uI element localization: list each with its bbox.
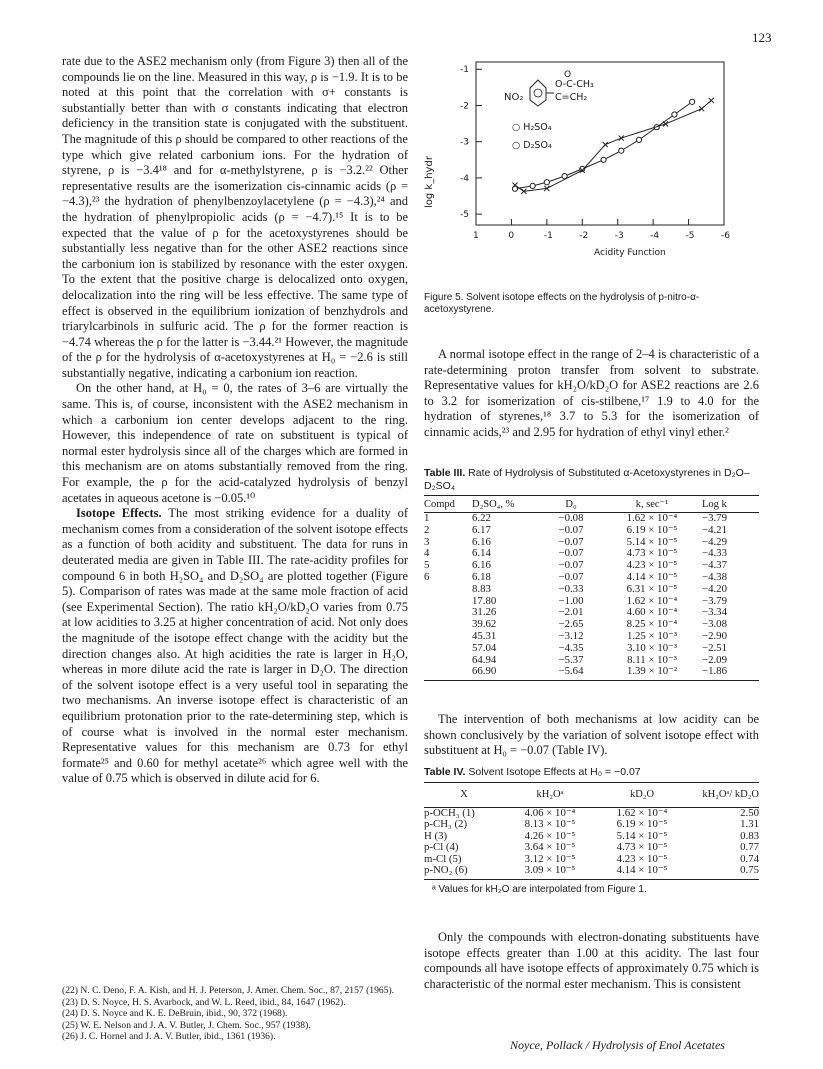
t3-cell [424, 666, 472, 680]
reference-22: (22) N. C. Deno, F. A. Kish, and H. J. Peterson, J. Amer. Chem. Soc., 87, 2157 (1965). [62, 985, 395, 996]
table-3-title [424, 467, 759, 492]
section-heading-isotope-effects: Isotope Effects. [76, 506, 162, 521]
t3-cell [424, 584, 472, 596]
t4-cell: m-Cl (5) [424, 852, 462, 865]
t3-cell: 6.16 [472, 535, 491, 548]
t3-cell: 4.14 × 10⁻⁵ [626, 570, 678, 583]
t3-cell: −0.07 [558, 535, 584, 548]
structure-vinyl-label: C=CH₂ [555, 92, 588, 103]
running-footer: Noyce, Pollack / Hydrolysis of Enol Acetates [510, 1038, 725, 1052]
t3-cell: −2.01 [558, 606, 584, 619]
t4-row [424, 831, 759, 843]
t4-row [424, 854, 759, 866]
table-3 [424, 467, 759, 681]
right-column [424, 347, 759, 441]
data-point-d2so4 [699, 106, 704, 111]
t3-header-d0: D₀ [540, 496, 602, 513]
t3-row [424, 525, 759, 537]
t3-cell: 6.31 × 10⁻⁵ [626, 582, 678, 595]
t4-cell: 3.09 × 10⁻⁵ [504, 865, 596, 879]
data-point-d2so4 [709, 98, 714, 103]
t3-cell: 4 [424, 547, 430, 560]
x-tick-label: -1 [543, 231, 553, 241]
table-3-label: Table III. [424, 467, 466, 479]
left-column [62, 54, 408, 787]
t3-row [424, 631, 759, 643]
t3-cell: 6.14 [472, 547, 491, 560]
table-4-title [424, 766, 759, 779]
t3-cell: −3.79 [702, 512, 727, 524]
table-4-footnote: ᵃ Values for kH₂O are interpolated from Figure 1. [432, 884, 647, 896]
t3-cell: 1.62 × 10⁻⁴ [626, 594, 678, 607]
t3-header-k: k, sec⁻¹ [602, 496, 702, 513]
y-tick-label: -3 [460, 137, 469, 148]
t3-cell: −0.07 [558, 523, 584, 536]
t3-cell: 6.18 [472, 570, 491, 583]
t3-cell: −3.12 [558, 629, 584, 642]
x-axis-label: Acidity Function [594, 248, 666, 258]
t3-cell: −2.09 [702, 653, 727, 666]
t3-cell: −2.65 [558, 618, 584, 631]
data-point-d2so4 [619, 135, 624, 140]
t4-cell: 5.14 × 10⁻⁵ [616, 829, 668, 842]
structure-ester-label: O-C-CH₃ [555, 79, 594, 90]
table-4-caption: Solvent Isotope Effects at H₀ = −0.07 [465, 766, 641, 778]
t3-cell: 39.62 [472, 618, 497, 631]
t3-cell: 6.22 [472, 512, 491, 524]
t3-row [424, 666, 759, 680]
y-tick-label: -2 [460, 101, 469, 112]
data-point-d2so4 [603, 142, 608, 147]
t3-cell: 57.04 [472, 641, 497, 654]
x-tick-label: -4 [650, 231, 660, 241]
t3-cell: 4.73 × 10⁻⁵ [626, 547, 678, 560]
data-point-h2so4 [636, 137, 641, 142]
t4-cell: 6.19 × 10⁻⁵ [616, 818, 668, 831]
t4-cell: 0.77 [740, 841, 759, 854]
table-4-grid [424, 782, 759, 881]
table-4-label: Table IV. [424, 766, 466, 778]
t3-cell: −3.08 [702, 618, 727, 631]
t3-cell: 6.19 × 10⁻⁵ [626, 523, 678, 536]
t3-cell [424, 607, 472, 619]
y-axis-label: log k_hydr [424, 156, 435, 208]
t3-cell: −0.33 [558, 582, 584, 595]
reference-26: (26) J. C. Hornel and J. A. V. Butler, ibid., 1361 (1936). [62, 1031, 276, 1043]
x-tick-label: -6 [721, 231, 730, 241]
paragraph-electron-donating: Only the compounds with electron-donating substituents have isotope effects greater than 1.00 at this acidity. The last four compounds all have isotope effects of approximately 0.75 which is characteristic of the normal ester mechanism. This is consistent [424, 930, 759, 991]
t4-cell: 0.75 [688, 865, 759, 879]
structure-no2-label: NO₂ [504, 92, 524, 103]
t3-cell [424, 619, 472, 631]
table-4 [424, 766, 759, 895]
paragraph-intervention: The intervention of both mechanisms at low acidity can be shown conclusively by the variation of solvent isotope effect with substituent at H₀ = −0.07 (Table IV). [424, 712, 759, 758]
t3-cell: −3.79 [702, 594, 727, 607]
t3-cell: −4.37 [702, 559, 727, 572]
reference-25: (25) W. E. Nelson and J. A. V. Butler, J. Chem. Soc., 957 (1938). [62, 1019, 311, 1031]
t3-cell: 1.62 × 10⁻⁴ [626, 512, 678, 524]
x-tick-label: 1 [473, 231, 479, 241]
t3-cell: −4.38 [702, 570, 727, 583]
y-tick-label: -1 [460, 65, 469, 76]
t3-cell: 5.14 × 10⁻⁵ [626, 535, 678, 548]
t3-cell: −2.90 [702, 629, 727, 642]
t4-header-kh2o: kH₂Oᵃ [504, 782, 596, 807]
t3-cell: 6 [424, 570, 430, 583]
paragraph-isotope-effects-text: The most striking evidence for a duality of mechanism comes from a consideration of the solvent isotope effects as a function of both acidity and substituent. The data for runs in deuterated media are given in Table III. The rate-acidity profiles for compound 6 in both H₂SO₄ and D₂SO₄ are plotted together (Figure 5). Comparison of rates was made at the same mole fraction of acid (see Experimental Section). The ratio kH₂O/kD₂O varies from 0.75 at low acidities to 3.25 at higher concentration of acid. Not only does the magnitude of the isotope effect change with the acidity but the direction changes also. At high acidities the rate is larger in H₂O, whereas in more dilute acid the rate is larger in D₂O. The direction of the solvent isotope effect is a very useful tool in separating the two mechanisms. An inverse isotope effect is characteristic of an equilibrium protonation prior to the rate-determining step, which is of course what is involved in the normal ester mechanism. Representative values for this mechanism are 0.73 for ethyl formate²⁵ and 0.60 for methyl acetate²⁶ which agree well with the value of 0.75 which is observed in dilute acid for 6. [62, 506, 408, 786]
paragraph-h0-zero: On the other hand, at H₀ = 0, the rates of 3–6 are virtually the same. This is, of course, inconsistent with the ASE2 mechanism in which a carbonium ion center develops adjacent to the ring. However, this independence of rate on substituent is typical of normal ester hydrolysis since all of the charges which are formed in this mechanism are on atoms substantially removed from the ring. For example, the ρ for the acid-catalyzed hydrolysis of benzyl acetates in aqueous acetone is −0.05.¹⁰ [62, 381, 408, 505]
t3-header-logk: Log k [702, 496, 759, 513]
x-tick-label: -5 [685, 231, 695, 241]
page-number: 123 [752, 30, 772, 45]
t3-cell: 4.23 × 10⁻⁵ [626, 559, 678, 572]
t4-header-kd2o: kD₂O [596, 782, 688, 807]
t3-row [424, 643, 759, 655]
t3-cell: 8.83 [472, 582, 491, 595]
t3-row [424, 513, 759, 525]
data-point-h2so4 [619, 148, 624, 153]
t3-cell: 6.17 [472, 523, 491, 536]
references [62, 985, 408, 1043]
t4-cell: p-OCH₃ (1) [424, 806, 475, 819]
t3-header-d2so4: D₂SO₄, % [472, 496, 540, 513]
t3-cell: 3.10 × 10⁻³ [626, 641, 678, 654]
figure-5-chart [424, 40, 759, 290]
t3-cell: −4.29 [702, 535, 727, 548]
t3-cell [424, 631, 472, 643]
structure-inset [504, 70, 594, 106]
aromatic-circle-icon [534, 89, 542, 97]
paragraph-rho: rate due to the ASE2 mechanism only (from Figure 3) then all of the compounds lie on the line. Measured in this way, ρ is −1.9. It is to be noted at this point that the correlation with σ+ constants is substantially better than with σ constants indicating that electron deficiency in the transition state is conjugated with the substituent. The magnitude of this ρ should be compared to other reactions of the type which give related carbonium ions. For the hydration of styrene, ρ is −3.4¹⁸ and for α-methylstyrene, ρ is −3.2.²² Other representative results are the isomerization cis-cinnamic acids (ρ = −4.3),²³ the hydration of phenylbenzoylacetylene (ρ = −4.3),²⁴ and the hydration of phenylpropiolic acids (ρ = −4.7).¹⁵ It is to be expected that the value of ρ for the acetoxystyrenes should be substantially less negative than for the other ASE2 reactions since the carbonium ion is stabilized by resonance with the ester oxygen. To the extent that the positive charge is delocalized onto oxygen, delocalization into the ring will be less effective. The same type of effect is observed in the equilibrium ionization of benzhydrols and triarylcarbinols in sulfuric acid. The ρ for the former reaction is −4.74 whereas the ρ for the latter is −3.44.²¹ However, the magnitude of the ρ for the hydrolysis of α-acetoxystyrenes at H₀ = −2.6 is still substantially negative, indicating a carbonium ion reaction. [62, 54, 408, 380]
data-point-h2so4 [690, 99, 695, 104]
t3-cell: −4.33 [702, 547, 727, 560]
t4-header-ratio: kH₂Oᵃ/ kD₂O [688, 782, 759, 807]
paragraph-normal-isotope: A normal isotope effect in the range of 2–4 is characteristic of a rate-determining proton transfer from solvent to substrate. Representative values for kH₂O/kD₂O for ASE2 reactions are 2.6 to 3.2 for isomerization of cis-stilbene,¹⁷ 1.9 to 4.0 for the hydration of styrenes,¹⁸ 3.7 to 5.3 for the isomerization of cinnamic acids,²³ and 2.95 for hydration of ethyl vinyl ether.² [424, 347, 759, 439]
t4-cell: 0.74 [740, 852, 759, 865]
t3-cell: 8.11 × 10⁻³ [627, 653, 677, 666]
t3-cell: 5 [424, 559, 430, 572]
t3-cell: −4.21 [702, 523, 727, 536]
t3-cell: 66.90 [472, 666, 540, 680]
t3-cell [424, 596, 472, 608]
t3-cell: −4.20 [702, 582, 727, 595]
right-column-mid [424, 712, 759, 759]
t3-cell: −1.00 [558, 594, 584, 607]
t4-row [424, 865, 759, 879]
t3-cell: 3 [424, 535, 430, 548]
t3-cell [424, 643, 472, 655]
t4-cell: 4.26 × 10⁻⁵ [524, 829, 576, 842]
t4-header-x: X [424, 782, 504, 807]
x-tick-label: -2 [579, 231, 589, 241]
t3-cell: 1.25 × 10⁻³ [626, 629, 678, 642]
t3-cell: 1 [424, 512, 430, 524]
structure-carbonyl-o: O [564, 70, 572, 80]
t3-row [424, 572, 759, 584]
table-3-caption: Rate of Hydrolysis of Substituted α-Acetoxystyrenes in D₂O–D₂SO₄ [424, 467, 750, 492]
t3-cell: 64.94 [472, 653, 497, 666]
legend-h2so4: ○ H₂SO₄ [512, 122, 552, 133]
t3-cell: 8.25 × 10⁻⁴ [626, 618, 678, 631]
benzene-ring-icon [530, 80, 546, 106]
t3-cell: −1.86 [702, 666, 759, 680]
t3-cell: −2.51 [702, 641, 727, 654]
y-tick-label: -4 [460, 173, 469, 184]
t3-cell: 4.60 × 10⁻⁴ [626, 606, 678, 619]
t3-cell: 1.39 × 10⁻² [602, 666, 702, 680]
t3-cell: −3.34 [702, 606, 727, 619]
x-tick-label: -3 [614, 231, 624, 241]
t3-row [424, 584, 759, 596]
t4-cell: 8.13 × 10⁻⁵ [524, 818, 576, 831]
t4-cell: 4.14 × 10⁻⁵ [596, 865, 688, 879]
t4-cell: 4.23 × 10⁻⁵ [616, 852, 668, 865]
t4-cell: p-NO₂ (6) [424, 865, 504, 879]
t4-cell: 1.31 [740, 818, 759, 831]
t3-header-compd: Compd [424, 496, 472, 513]
t3-cell: 2 [424, 523, 430, 536]
legend-d2so4: ○ D₂SO₄ [512, 140, 552, 151]
data-point-h2so4 [601, 157, 606, 162]
t4-cell: 1.62 × 10⁻⁴ [616, 806, 668, 819]
t3-cell [424, 655, 472, 667]
paragraph-isotope-effects [62, 506, 408, 787]
t3-cell: 6.16 [472, 559, 491, 572]
t4-cell: 2.50 [740, 806, 759, 819]
y-tick-label: -5 [460, 210, 469, 221]
t4-cell: 3.12 × 10⁻⁵ [524, 852, 576, 865]
reference-23: (23) D. S. Noyce, H. S. Avarbock, and W. L. Reed, ibid., 84, 1647 (1962). [62, 996, 346, 1008]
t4-cell: p-Cl (4) [424, 841, 459, 854]
t3-cell: −0.07 [558, 547, 584, 560]
t3-cell: −0.08 [558, 512, 584, 524]
chart-axes [460, 62, 730, 241]
t3-cell: −5.64 [540, 666, 602, 680]
t3-cell: −0.07 [558, 559, 584, 572]
t3-cell: −4.35 [558, 641, 584, 654]
t4-cell: p-CH₃ (2) [424, 818, 468, 831]
t4-cell: 3.64 × 10⁻⁵ [524, 841, 576, 854]
x-tick-label: 0 [508, 231, 515, 241]
data-point-d2so4 [663, 121, 668, 126]
figure-caption: Figure 5. Solvent isotope effects on the hydrolysis of p-nitro-α-acetoxystyrene. [424, 292, 700, 316]
table-3-grid [424, 495, 759, 681]
t3-cell: −0.07 [558, 570, 584, 583]
data-point-h2so4 [672, 112, 677, 117]
t4-cell: 4.73 × 10⁻⁵ [616, 841, 668, 854]
right-column-bottom [424, 930, 759, 992]
t4-row [424, 819, 759, 831]
t3-cell: −5.37 [558, 653, 584, 666]
t4-cell: H (3) [424, 829, 448, 842]
t3-cell: 45.31 [472, 629, 497, 642]
t3-cell: 31.26 [472, 606, 497, 619]
data-point-h2so4 [544, 180, 549, 185]
t4-cell: 4.06 × 10⁻⁴ [524, 806, 576, 819]
t4-row [424, 807, 759, 819]
reference-24: (24) D. S. Noyce and K. E. DeBruin, ibid., 90, 372 (1968). [62, 1008, 288, 1020]
t3-cell: 17.80 [472, 594, 497, 607]
t4-row [424, 842, 759, 854]
data-point-h2so4 [530, 183, 535, 188]
t4-cell: 0.83 [740, 829, 759, 842]
